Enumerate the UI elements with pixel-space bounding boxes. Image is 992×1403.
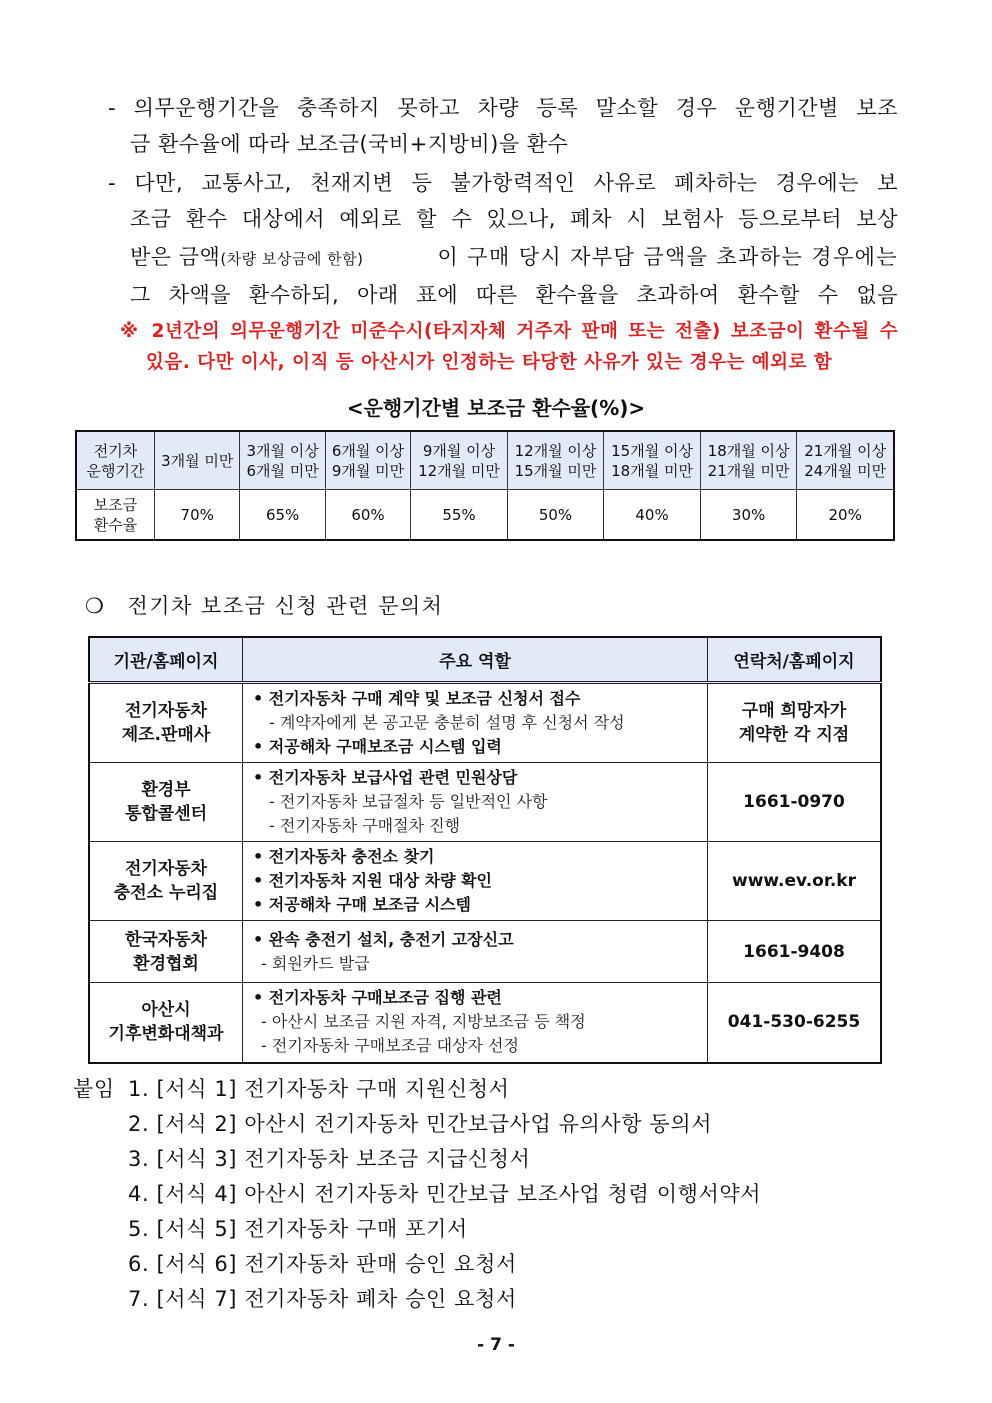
organization-cell [89,842,243,921]
period-from: 12개월 이상 [514,441,597,460]
period-to: 12개월 미만 [418,461,500,480]
role-subitem: - 아산시 보조금 지원 자격, 지방보조금 등 책정 [253,1010,701,1034]
organization-cell [89,763,243,842]
paragraph-2-line-4: 그 차액을 환수하되, 아래 표에 따른 환수율을 초과하여 환수할 수 없음 [130,283,898,307]
org-line-2: 제조.판매사 [121,725,211,745]
rate-cell: 65% [240,490,325,541]
period-to: 21개월 미만 [707,461,790,480]
period-label-line-1: 전기차 [93,441,138,460]
role-cell [243,842,708,921]
org-line-2: 충전소 누리집 [113,883,219,903]
role-subitem: - 전기자동차 구매절차 진행 [253,814,701,838]
role-item: • 전기자동차 구매 계약 및 보조금 신청서 접수 [253,687,701,711]
attachments-label: 붙임 [73,1077,115,1101]
paragraph-2-line-3-a: 받은 금액 [130,245,221,269]
rate-table-rate-label [76,490,155,541]
role-item: • 저공해차 구매보조금 시스템 입력 [253,735,701,759]
org-line-2: 기후변화대책과 [108,1024,224,1045]
contact-line-2: 계약한 각 지점 [738,725,850,745]
attachment-item: 5. [서식 5] 전기자동차 구매 포기서 [128,1217,468,1241]
rate-cell: 20% [797,490,894,541]
period-to: 6개월 미만 [246,461,319,480]
attachment-item: 7. [서식 7] 전기자동차 폐차 승인 요청서 [128,1287,517,1311]
period-from: 21개월 이상 [804,441,887,460]
rate-cell: 40% [604,490,701,541]
org-line-1: 전기자동차 [124,701,208,721]
organization-cell [89,921,243,983]
paragraph-2-line-3 [130,241,898,271]
contact-cell: 1661-0970 [708,763,882,842]
role-cell [243,983,708,1063]
role-subitem: - 전기자동차 보급절차 등 일반적인 사항 [253,790,701,814]
organization-cell [89,683,243,763]
rate-cell: 60% [325,490,410,541]
role-item: • 완속 충전기 설치, 충전기 고장신고 [253,928,701,952]
contact-table-header-row [89,637,881,683]
period-from: 3개월 미만 [161,451,234,470]
org-line-2: 통합콜센터 [124,804,208,824]
note-line-1: ※ 2년간의 의무운행기간 미준수시(타지자체 거주자 판매 또는 전출) 보조금이 환수될 수 [120,321,898,342]
org-line-1: 아산시 [141,1000,191,1021]
period-to: 24개월 미만 [804,461,887,480]
rate-cell: 70% [155,490,240,541]
role-subitem: - 계약자에게 본 공고문 충분히 설명 후 신청서 작성 [253,711,701,735]
period-cell [700,431,797,490]
role-item: • 전기자동차 충전소 찾기 [253,845,701,869]
paragraph-2-line-1: - 다만, 교통사고, 천재지변 등 불가항력적인 사유로 폐차하는 경우에는 보 [108,171,898,195]
period-cell [155,431,240,490]
role-subitem: - 회원카드 발급 [253,952,701,976]
role-item: • 전기자동차 지원 대상 차량 확인 [253,869,701,893]
attachment-item: 2. [서식 2] 아산시 전기자동차 민간보급사업 유의사항 동의서 [128,1112,713,1136]
period-from: 18개월 이상 [707,441,790,460]
org-line-1: 한국자동차 [124,929,208,950]
role-item: • 저공해차 구매 보조금 시스템 [253,893,701,917]
attachment-item: 3. [서식 3] 전기자동차 보조금 지급신청서 [128,1147,531,1171]
organization-cell [89,983,243,1063]
contact-row [89,763,881,842]
rate-table [75,430,895,541]
role-item: • 전기자동차 보급사업 관련 민원상담 [253,766,701,790]
header-organization: 기관/홈페이지 [89,637,243,683]
contact-line-1: 구매 희망자가 [741,701,847,721]
period-cell [411,431,508,490]
note-line-2: 있음. 다만 이사, 이직 등 아산시가 인정하는 타당한 사유가 있는 경우는 예외로 함 [146,352,833,373]
org-line-1: 전기자동차 [124,859,208,879]
contact-cell: www.ev.or.kr [708,842,882,921]
period-to: 18개월 미만 [611,461,693,480]
period-to: 9개월 미만 [331,461,405,480]
org-line-2: 환경협회 [133,953,199,974]
rate-table-header-row [76,431,894,490]
period-cell [507,431,604,490]
contact-cell [708,683,882,763]
attachment-item: 6. [서식 6] 전기자동차 판매 승인 요청서 [128,1252,517,1276]
circle-bullet-icon: ❍ [85,594,106,618]
role-cell [243,921,708,983]
contact-row [89,921,881,983]
rate-table-period-label [76,431,155,490]
rate-table-value-row [76,490,894,541]
contact-table [88,636,882,1064]
rate-table-caption: <운행기간별 보조금 환수율(%)> [346,396,646,420]
period-from: 15개월 이상 [611,441,693,460]
org-line-1: 환경부 [141,780,191,800]
contact-row [89,983,881,1063]
paragraph-2-line-3-note: (차량 보상금에 한함) [220,250,364,268]
rate-cell: 55% [411,490,508,541]
paragraph-2-line-2: 조금 환수 대상에서 예외로 할 수 있으나, 폐차 시 보험사 등으로부터 보상 [130,207,898,231]
paragraph-1-line-1: - 의무운행기간을 충족하지 못하고 차량 등록 말소할 경우 운행기간별 보조 [108,96,898,120]
period-to: 15개월 미만 [514,461,597,480]
contact-row [89,842,881,921]
contact-section-title: 전기차 보조금 신청 관련 문의처 [127,594,444,618]
role-cell [243,683,708,763]
period-cell [797,431,894,490]
period-cell [604,431,701,490]
period-from: 9개월 이상 [422,441,496,460]
role-subitem: - 전기자동차 구매보조금 대상자 선정 [253,1034,701,1058]
period-cell [325,431,410,490]
contact-row [89,683,881,763]
header-role: 주요 역할 [243,637,708,683]
paragraph-2-line-3-b: 이 구매 당시 자부담 금액을 초과하는 경우에는 [437,245,898,269]
attachment-item: 4. [서식 4] 아산시 전기자동차 민간보급 보조사업 청렴 이행서약서 [128,1182,762,1206]
page-number: - 7 - [477,1335,515,1355]
role-item: • 전기자동차 구매보조금 집행 관련 [253,986,701,1010]
contact-cell: 041-530-6255 [708,983,882,1063]
header-contact: 연락처/홈페이지 [708,637,882,683]
period-cell [240,431,325,490]
contact-section-heading [85,590,443,620]
rate-label-line-1: 보조금 [93,495,138,514]
contact-cell: 1661-9408 [708,921,882,983]
rate-cell: 50% [507,490,604,541]
period-from: 6개월 이상 [331,441,405,460]
role-cell [243,763,708,842]
rate-label-line-2: 환수율 [93,515,138,534]
period-from: 3개월 이상 [246,441,319,460]
rate-cell: 30% [700,490,797,541]
attachment-item: 1. [서식 1] 전기자동차 구매 지원신청서 [128,1077,510,1101]
paragraph-1-line-2: 금 환수율에 따라 보조금(국비+지방비)을 환수 [130,132,569,156]
period-label-line-2: 운행기간 [86,461,145,480]
